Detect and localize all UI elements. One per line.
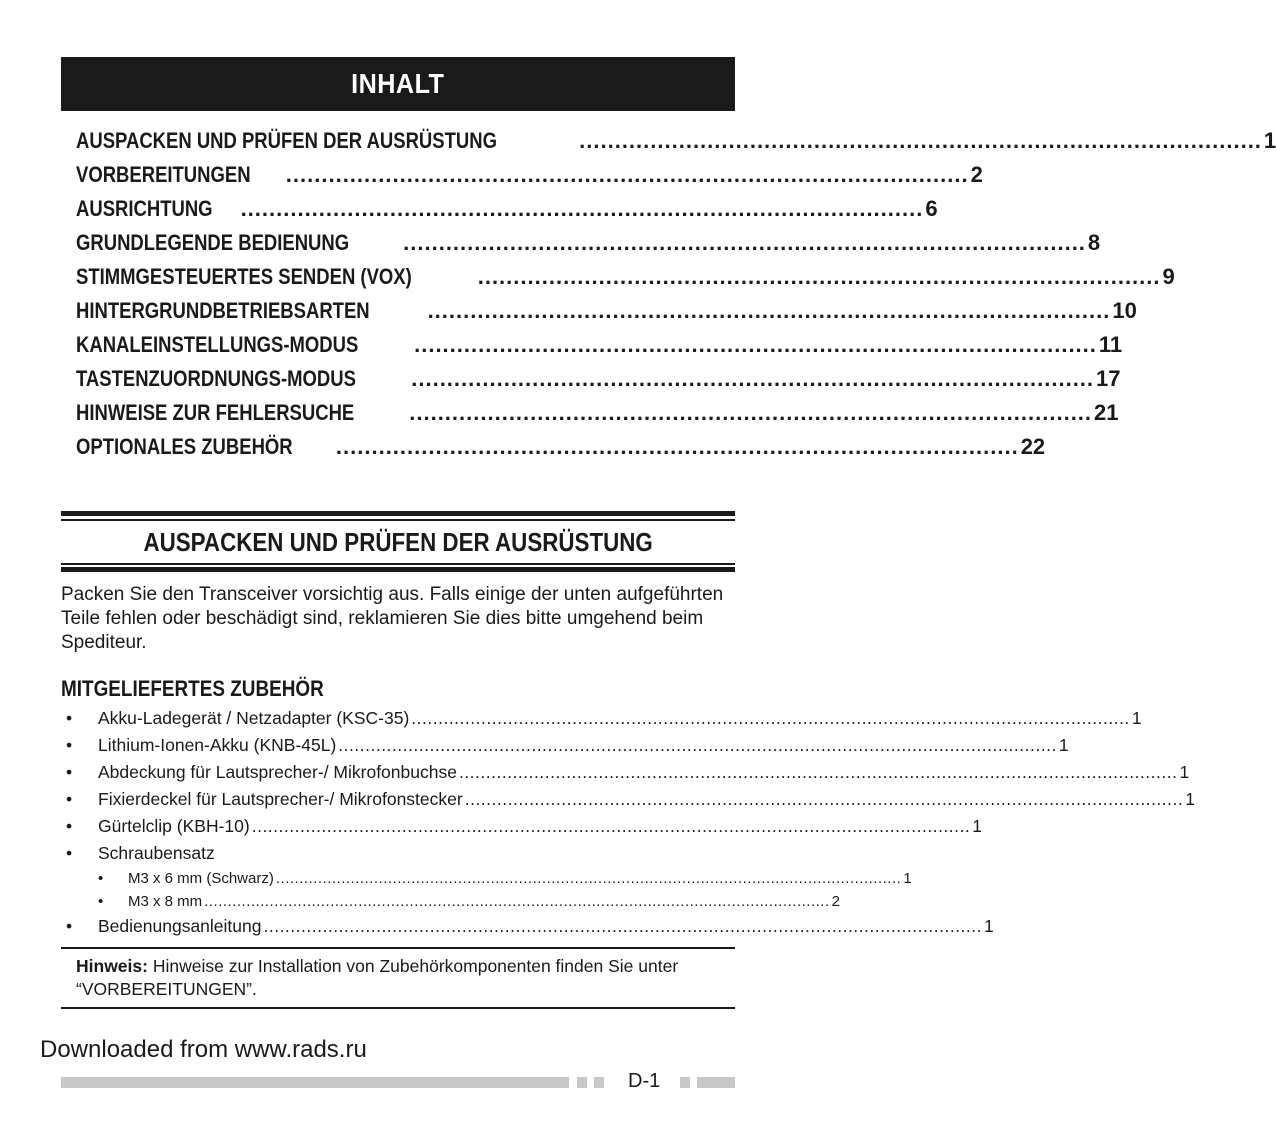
toc-entry[interactable] xyxy=(76,128,1276,162)
toc-entry[interactable] xyxy=(76,162,983,196)
bullet-icon: • xyxy=(98,893,104,910)
section-title: AUSPACKEN UND PRÜFEN DER AUSRÜSTUNG xyxy=(143,526,653,557)
leader-dots: ...................................................................................................................................... xyxy=(458,762,1178,782)
bullet-icon: • xyxy=(66,843,73,863)
item-label: Bedienungsanleitung xyxy=(98,916,262,936)
footer-bar-right xyxy=(697,1077,735,1088)
accessories-subheading: MITGELIEFERTES ZUBEHÖR xyxy=(61,676,324,701)
item-label: Abdeckung für Lautsprecher-/ Mikrofonbuchse xyxy=(98,762,457,782)
toc-entry-title: VORBEREITUNGEN xyxy=(76,162,251,187)
bullet-icon: • xyxy=(66,916,73,936)
list-subitem xyxy=(61,893,840,916)
bullet-icon: • xyxy=(98,870,104,887)
item-label: Fixierdeckel für Lautsprecher-/ Mikrofonstecker xyxy=(98,789,463,809)
list-item xyxy=(61,762,1190,789)
note-label: Hinweis: xyxy=(76,956,148,976)
leader-dots: ...................................................................................................................................... xyxy=(464,789,1184,809)
toc-entry-page: 21 xyxy=(1094,400,1119,425)
toc-entry-title: AUSPACKEN UND PRÜFEN DER AUSRÜSTUNG xyxy=(76,128,497,153)
item-label: Lithium-Ionen-Akku (KNB-45L) xyxy=(98,735,337,755)
footer-square xyxy=(594,1077,604,1088)
toc-leader-dots: ................................................................................................ xyxy=(411,366,1095,391)
list-subitem xyxy=(61,870,912,893)
item-label: Schraubensatz xyxy=(98,843,215,863)
download-source-text: Downloaded from www.rads.ru xyxy=(40,1036,367,1063)
toc-entry-page: 9 xyxy=(1162,264,1175,289)
toc-entry-title: OPTIONALES ZUBEHÖR xyxy=(76,434,293,459)
toc-heading-banner xyxy=(61,57,735,111)
item-qty: 1 xyxy=(1185,789,1195,809)
toc-entry-page: 17 xyxy=(1096,366,1121,391)
list-item xyxy=(61,708,1142,735)
toc-entry-page: 2 xyxy=(970,162,983,187)
toc-leader-dots: ................................................................................................ xyxy=(427,298,1111,323)
toc-entry-page: 10 xyxy=(1112,298,1137,323)
subheading-wrap xyxy=(61,676,367,702)
toc-heading: INHALT xyxy=(351,68,445,99)
footer-square xyxy=(577,1077,587,1088)
toc-leader-dots: ................................................................................................ xyxy=(240,196,924,221)
item-qty: 1 xyxy=(1058,735,1069,755)
list-item xyxy=(61,816,982,843)
leader-dots: ...................................................................................................................................... xyxy=(251,816,971,836)
toc-leader-dots: ................................................................................................ xyxy=(477,264,1161,289)
intro-paragraph: Packen Sie den Transceiver vorsichtig aus. Falls einige der unten aufgeführten Teile fehlen oder beschädigt sind, reklamieren Sie dies bitte umgehend beim Spediteur. xyxy=(61,584,724,653)
toc-leader-dots: ................................................................................................ xyxy=(403,230,1086,255)
section-rule-bottom xyxy=(61,567,735,572)
item-label: M3 x 8 mm xyxy=(128,893,203,910)
leader-dots: ...................................................................................................................................... xyxy=(411,708,1130,728)
toc-entry[interactable] xyxy=(76,366,1121,400)
item-qty: 1 xyxy=(972,816,982,836)
item-label: Gürtelclip (KBH-10) xyxy=(98,816,250,836)
bullet-icon: • xyxy=(66,735,73,755)
item-qty: 1 xyxy=(984,916,994,936)
bullet-icon: • xyxy=(66,762,73,782)
toc-entry-title: AUSRICHTUNG xyxy=(76,196,213,221)
list-item xyxy=(61,735,1069,762)
item-qty: 2 xyxy=(831,893,840,910)
list-item xyxy=(61,916,994,943)
toc-entry[interactable] xyxy=(76,332,1123,366)
toc-leader-dots: ................................................................................................ xyxy=(335,434,1019,459)
toc-entry[interactable] xyxy=(76,230,1101,264)
bullet-icon: • xyxy=(66,816,73,836)
toc-entry[interactable] xyxy=(76,298,1137,332)
bullet-icon: • xyxy=(66,789,73,809)
note-text: Hinweise zur Installation von Zubehörkomponenten finden Sie unter “VORBEREITUNGEN”. xyxy=(76,956,679,999)
toc-entry-page: 1 xyxy=(1263,128,1276,153)
toc-entry-title: HINWEISE ZUR FEHLERSUCHE xyxy=(76,400,355,425)
toc-leader-dots: ................................................................................................ xyxy=(285,162,969,187)
toc-leader-dots: ................................................................................................ xyxy=(414,332,1097,357)
list-item xyxy=(61,789,1195,816)
toc-entry-title: KANALEINSTELLUNGS-MODUS xyxy=(76,332,359,357)
list-item xyxy=(61,843,719,870)
toc-entry-title: HINTERGRUNDBETRIEBSARTEN xyxy=(76,298,370,323)
leader-dots: ...................................................................................................................................... xyxy=(338,735,1057,755)
accessories-list xyxy=(61,708,1195,943)
toc-entry-title: GRUNDLEGENDE BEDIENUNG xyxy=(76,230,350,255)
item-qty: 1 xyxy=(903,870,912,887)
note-box xyxy=(76,955,726,1001)
item-qty: 1 xyxy=(1131,708,1142,728)
toc-leader-dots: ................................................................................................ xyxy=(579,128,1262,153)
page-number: D-1 xyxy=(628,1070,661,1092)
toc-entry-title: STIMMGESTEUERTES SENDEN (VOX) xyxy=(76,264,412,289)
toc-leader-dots: ................................................................................................ xyxy=(409,400,1093,425)
toc-entry-page: 22 xyxy=(1020,434,1046,459)
section-rule-bottom-thin xyxy=(61,563,735,565)
toc-entry-title: TASTENZUORDNUNGS-MODUS xyxy=(76,366,356,391)
leader-dots: ...................................................................................................................................... xyxy=(263,916,983,936)
toc-entry-page: 6 xyxy=(925,196,938,221)
toc-entry-page: 11 xyxy=(1098,332,1123,357)
toc-entry[interactable] xyxy=(76,400,1119,434)
item-qty: 1 xyxy=(1179,762,1190,782)
leader-dots: ...................................................................................................................................... xyxy=(275,870,902,887)
item-label: Akku-Ladegerät / Netzadapter (KSC-35) xyxy=(98,708,410,728)
section-title-wrap xyxy=(61,522,735,562)
item-label: M3 x 6 mm (Schwarz) xyxy=(128,870,274,887)
toc-entry[interactable] xyxy=(76,434,1046,468)
leader-dots: ...................................................................................................................................... xyxy=(204,893,830,910)
section-rule-top xyxy=(61,511,735,516)
bullet-icon: • xyxy=(66,708,73,728)
footer-square xyxy=(680,1077,690,1088)
toc-entry-page: 8 xyxy=(1087,230,1101,255)
note-rule-bottom xyxy=(61,1007,735,1009)
section-rule-top-thin xyxy=(61,519,735,521)
table-of-contents xyxy=(76,128,1276,468)
footer-bar-left xyxy=(61,1077,569,1088)
toc-entry[interactable] xyxy=(76,196,938,230)
toc-entry[interactable] xyxy=(76,264,1175,298)
note-rule-top xyxy=(61,947,735,949)
